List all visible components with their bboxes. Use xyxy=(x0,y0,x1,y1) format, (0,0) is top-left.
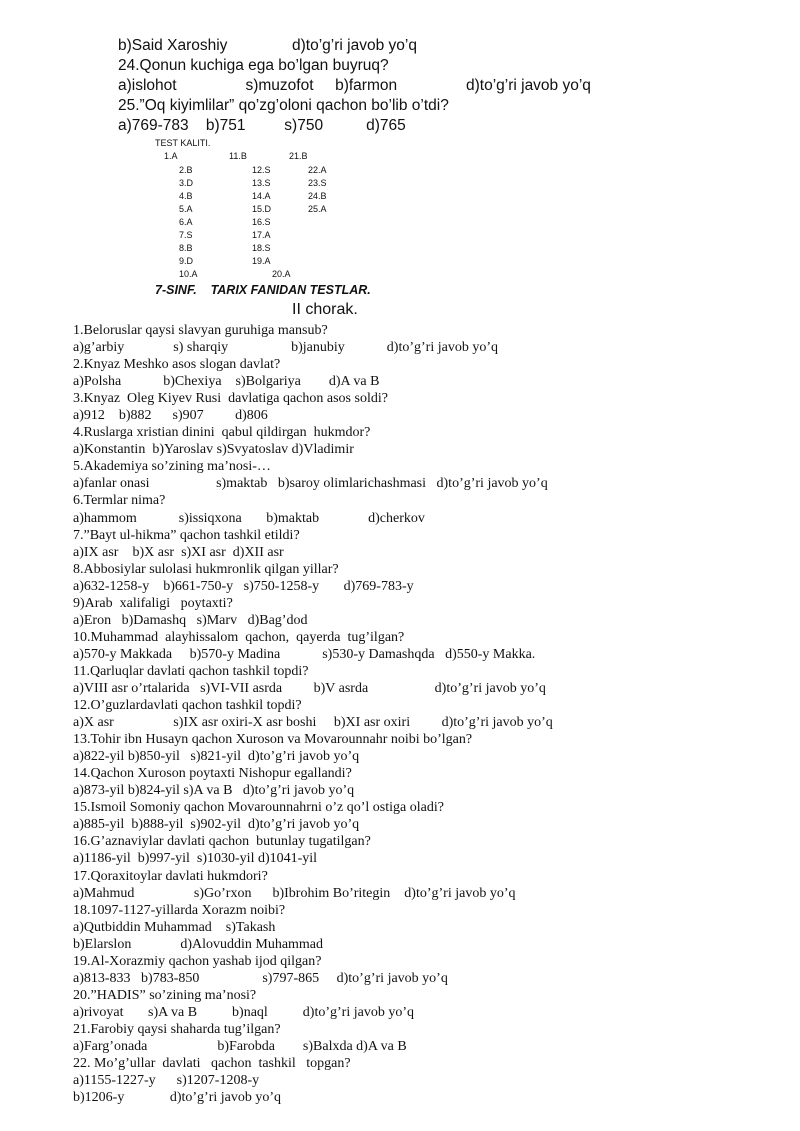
answer-options-line: a)1155-1227-y s)1207-1208-y xyxy=(73,1073,260,1089)
question-line: 3.Knyaz Oleg Kiyev Rusi davlatiga qachon asos soldi? xyxy=(73,391,388,407)
answer-key-item: 24.B xyxy=(308,191,327,201)
question-line: 10.Muhammad alayhissalom qachon, qayerda tug’ilgan? xyxy=(73,629,405,645)
answer-key-item: 25.A xyxy=(308,204,327,214)
answer-key-title: TEST KALITI. xyxy=(155,138,211,148)
text-line: 24.Qonun kuchiga ega bo’lgan buyruq? xyxy=(118,57,389,74)
answer-key-item: 1.A xyxy=(164,151,178,161)
question-line: 22. Mo’g’ullar davlati qachon tashkil topgan? xyxy=(73,1056,351,1072)
question-line: 20.”HADIS” so’zining ma’nosi? xyxy=(73,987,257,1003)
answer-key-item: 6.A xyxy=(179,217,193,227)
answer-options-line: a)1186-yil b)997-yil s)1030-yil d)1041-yil xyxy=(73,851,318,867)
question-line: 1.Beloruslar qaysi slavyan guruhiga mansub? xyxy=(73,323,328,338)
answer-key-item: 7.S xyxy=(179,230,193,240)
question-line: 9)Arab xalifaligi poytaxti? xyxy=(73,595,233,611)
answer-key-item: 5.A xyxy=(179,204,193,214)
answer-options-line: b)1206-y d)to’g’ri javob yo’q xyxy=(73,1090,282,1106)
question-line: 2.Knyaz Meshko asos slogan davlat? xyxy=(73,357,281,373)
question-line: 8.Abbosiylar sulolasi hukmronlik qilgan yillar? xyxy=(73,561,339,577)
answer-options-line: a)Eron b)Damashq s)Marv d)Bag’dod xyxy=(73,612,308,628)
question-line: 16.G’aznaviylar davlati qachon butunlay tugatilgan? xyxy=(73,834,371,850)
answer-key-item: 8.B xyxy=(179,243,193,253)
answer-key-item: 20.A xyxy=(272,269,291,279)
section-title: 7-SINF. TARIX FANIDAN TESTLAR. xyxy=(155,283,371,297)
text-line: 25.”Oq kiyimlilar” qo’zg’oloni qachon bo’lib o’tdi? xyxy=(118,97,449,114)
answer-options-line: a)Polsha b)Chexiya s)Bolgariya d)A va B xyxy=(73,374,380,390)
answer-options-line: a)fanlar onasi s)maktab b)saroy olimlarichashmasi d)to’g’ri javob yo’q xyxy=(73,476,548,492)
question-line: 12.O’guzlardavlati qachon tashkil topdi? xyxy=(73,698,302,714)
answer-options-line: a)X asr s)IX asr oxiri-X asr boshi b)XI asr oxiri d)to’g’ri javob yo’q xyxy=(73,715,553,731)
answer-options-line: a)912 b)882 s)907 d)806 xyxy=(73,408,268,424)
questions-list xyxy=(73,322,773,1106)
answer-options-line: a)885-yil b)888-yil s)902-yil d)to’g’ri javob yo’q xyxy=(73,817,360,833)
answer-key-item: 13.S xyxy=(252,178,271,188)
answer-key-item: 23.S xyxy=(308,178,327,188)
question-line: 14.Qachon Xuroson poytaxti Nishopur egallandi? xyxy=(73,766,352,782)
question-line: 7.”Bayt ul-hikma” qachon tashkil etildi? xyxy=(73,527,300,543)
answer-key-item: 19.A xyxy=(252,256,271,266)
text-line: a)769-783 b)751 s)750 d)765 xyxy=(118,117,406,134)
answer-key-item: 18.S xyxy=(252,243,271,253)
question-line: 21.Farobiy qaysi shaharda tug’ilgan? xyxy=(73,1021,281,1037)
question-line: 5.Akademiya so’zining ma’nosi-… xyxy=(73,459,271,475)
answer-key-item: 4.B xyxy=(179,191,193,201)
quarter-heading: II chorak. xyxy=(292,301,358,318)
answer-options-line: a)g’arbiy s) sharqiy b)janubiy d)to’g’ri javob yo’q xyxy=(73,340,498,356)
answer-key xyxy=(0,138,800,278)
question-line: 15.Ismoil Somoniy qachon Movarounnahrni o’z qo’l ostiga oladi? xyxy=(73,800,444,816)
question-line: 4.Ruslarga xristian dinini qabul qildirgan hukmdor? xyxy=(73,425,371,441)
answer-options-line: a)VIII asr o’rtalarida s)VI-VII asrda b)V asrda d)to’g’ri javob yo’q xyxy=(73,680,546,696)
answer-key-item: 3.D xyxy=(179,178,194,188)
answer-options-line: a)IX asr b)X asr s)XI asr d)XII asr xyxy=(73,544,284,560)
answer-options-line: a)873-yil b)824-yil s)A va B d)to’g’ri javob yo’q xyxy=(73,783,355,799)
answer-options-line: b)Elarslon d)Alovuddin Muhammad xyxy=(73,936,324,952)
question-line: 18.1097-1127-yillarda Xorazm noibi? xyxy=(73,902,286,918)
continued-questions-block xyxy=(118,36,778,136)
answer-key-item: 11.B xyxy=(229,151,247,161)
answer-options-line: a)Mahmud s)Go’rxon b)Ibrohim Bo’ritegin d)to’g’ri javob yo’q xyxy=(73,885,516,901)
answer-key-item: 17.A xyxy=(252,230,271,240)
answer-options-line: a)Qutbiddin Muhammad s)Takash xyxy=(73,919,276,935)
answer-options-line: a)822-yil b)850-yil s)821-yil d)to’g’ri javob yo’q xyxy=(73,749,360,765)
answer-options-line: a)hammom s)issiqxona b)maktab d)cherkov xyxy=(73,510,425,526)
question-line: 13.Tohir ibn Husayn qachon Xuroson va Movarounnahr noibi bo’lgan? xyxy=(73,732,473,748)
answer-key-item: 2.B xyxy=(179,165,193,175)
answer-options-line: a)632-1258-y b)661-750-y s)750-1258-y d)769-783-y xyxy=(73,578,414,594)
answer-options-line: a)570-y Makkada b)570-y Madina s)530-y Damashqda d)550-y Makka. xyxy=(73,646,536,662)
answer-options-line: a)Farg’onada b)Farobda s)Balxda d)A va B xyxy=(73,1038,407,1054)
answer-key-item: 15.D xyxy=(252,204,272,214)
answer-key-item: 21.B xyxy=(289,151,308,161)
question-line: 11.Qarluqlar davlati qachon tashkil topdi? xyxy=(73,663,309,679)
answer-key-item: 10.A xyxy=(179,269,198,279)
answer-options-line: a)rivoyat s)A va B b)naql d)to’g’ri javob yo’q xyxy=(73,1004,414,1020)
question-line: 19.Al-Xorazmiy qachon yashab ijod qilgan? xyxy=(73,953,322,969)
question-line: 17.Qoraxitoylar davlati hukmdori? xyxy=(73,868,268,884)
answer-key-item: 22.A xyxy=(308,165,327,175)
answer-key-item: 9.D xyxy=(179,256,194,266)
question-line: 6.Termlar nima? xyxy=(73,493,166,509)
text-line: b)Said Xaroshiy d)to’g’ri javob yo’q xyxy=(118,37,417,54)
answer-options-line: a)813-833 b)783-850 s)797-865 d)to’g’ri javob yo’q xyxy=(73,970,448,986)
answer-key-item: 16.S xyxy=(252,217,271,227)
answer-options-line: a)Konstantin b)Yaroslav s)Svyatoslav d)Vladimir xyxy=(73,442,354,458)
answer-key-item: 14.A xyxy=(252,191,271,201)
answer-key-item: 12.S xyxy=(252,165,271,175)
text-line: a)islohot s)muzofot b)farmon d)to’g’ri javob yo’q xyxy=(118,77,591,94)
